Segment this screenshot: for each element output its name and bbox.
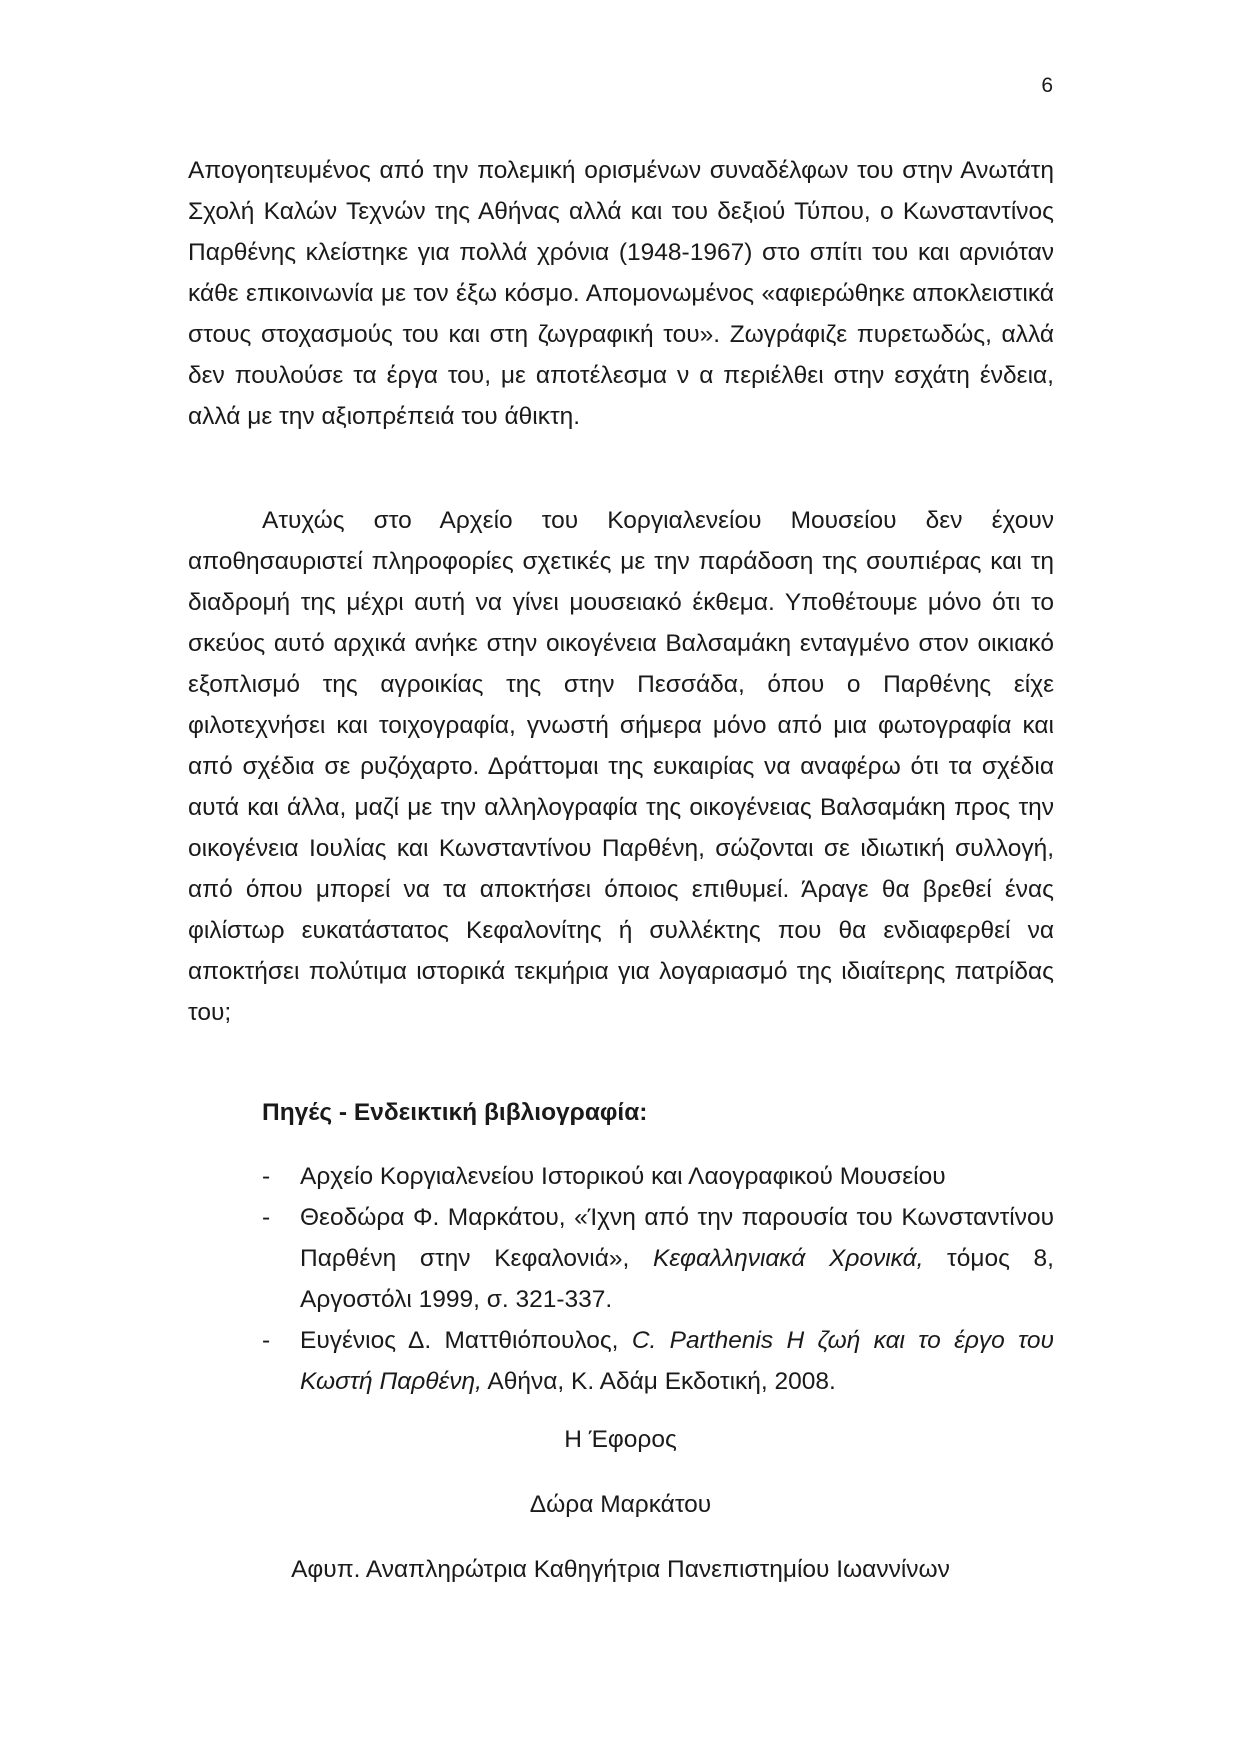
source-text: Θεοδώρα Φ. Μαρκάτου, «Ίχνη από την παρουσία του Κωνσταντίνου Παρθένη στην Κεφαλονιά»,	[300, 1204, 1054, 1272]
list-dash: -	[262, 1204, 271, 1231]
page-number: 6	[1041, 74, 1053, 97]
signature-name: Δώρα Μαρκάτου	[529, 1491, 712, 1518]
sources-heading: Πηγές - Ενδεικτική βιβλιογραφία:	[262, 1099, 648, 1126]
source-item	[262, 1197, 1054, 1320]
source-item	[262, 1156, 1054, 1197]
sources-list	[262, 1156, 1054, 1402]
source-text: Ευγένιος Δ. Ματτθιόπουλος,	[300, 1327, 632, 1354]
signature-title: Αφυπ. Αναπληρώτρια Καθηγήτρια Πανεπιστημίου Ιωαννίνων	[291, 1556, 950, 1583]
source-journal-title: Κεφαλληνιακά Χρονικά,	[652, 1245, 924, 1272]
paragraph-1: Απογοητευμένος από την πολεμική ορισμένων συναδέλφων του στην Ανωτάτη Σχολή Καλών Τεχνών της Αθήνας αλλά και του δεξιού Τύπου, ο Κωνσταντίνος Παρθένης κλείστηκε για πολλά χρόνια (1948-1967) στο σπίτι του και αρνιόταν κάθε επικοινωνία με τον έξω κόσμο. Απομονωμένος «αφιερώθηκε αποκλειστικά στους στοχασμούς του και στη ζωγραφική του». Ζωγράφιζε πυρετωδώς, αλλά δεν πουλούσε τα έργα του, με αποτέλεσμα ν α περιέλθει στην εσχάτη ένδεια, αλλά με την αξιοπρέπειά του άθικτη.	[188, 157, 1054, 430]
signature-role: Η Έφορος	[564, 1426, 677, 1453]
source-book-title: C. Parthenis Η ζωή και το έργο του Κωστή Παρθένη,	[300, 1327, 1054, 1395]
list-dash: -	[262, 1327, 271, 1354]
source-details: τόμος 8, Αργοστόλι 1999, σ. 321-337.	[300, 1245, 1054, 1313]
list-dash: -	[262, 1163, 271, 1190]
paragraph-2: Ατυχώς στο Αρχείο του Κοργιαλενείου Μουσείου δεν έχουν αποθησαυριστεί πληροφορίες σχετικές με την παράδοση της σουπιέρας και τη διαδρομή της μέχρι αυτή να γίνει μουσειακό έκθεμα. Υποθέτουμε μόνο ότι το σκεύος αυτό αρχικά ανήκε στην οικογένεια Βαλσαμάκη ενταγμένο στον οικιακό εξοπλισμό της αγροικίας της στην Πεσσάδα, όπου ο Παρθένης είχε φιλοτεχνήσει και τοιχογραφία, γνωστή σήμερα μόνο από μια φωτογραφία και από σχέδια σε ρυζόχαρτο. Δράττομαι της ευκαιρίας να αναφέρω ότι τα σχέδια αυτά και άλλα, μαζί με την αλληλογραφία της οικογένειας Βαλσαμάκη προς την οικογένεια Ιουλίας και Κωνσταντίνου Παρθένη, σώζονται σε ιδιωτική συλλογή, από όπου μπορεί να τα αποκτήσει όποιος επιθυμεί. Άραγε θα βρεθεί ένας φιλίστωρ ευκατάστατος Κεφαλονίτης ή συλλέκτης που θα ενδιαφερθεί να αποκτήσει πολύτιμα ιστορικά τεκμήρια για λογαριασμό της ιδιαίτερης πατρίδας του;	[188, 507, 1054, 1026]
source-text: Αρχείο Κοργιαλενείου Ιστορικού και Λαογραφικού Μουσείου	[300, 1163, 946, 1190]
source-item	[262, 1320, 1054, 1402]
source-details: Αθήνα, Κ. Αδάμ Εκδοτική, 2008.	[481, 1368, 836, 1395]
